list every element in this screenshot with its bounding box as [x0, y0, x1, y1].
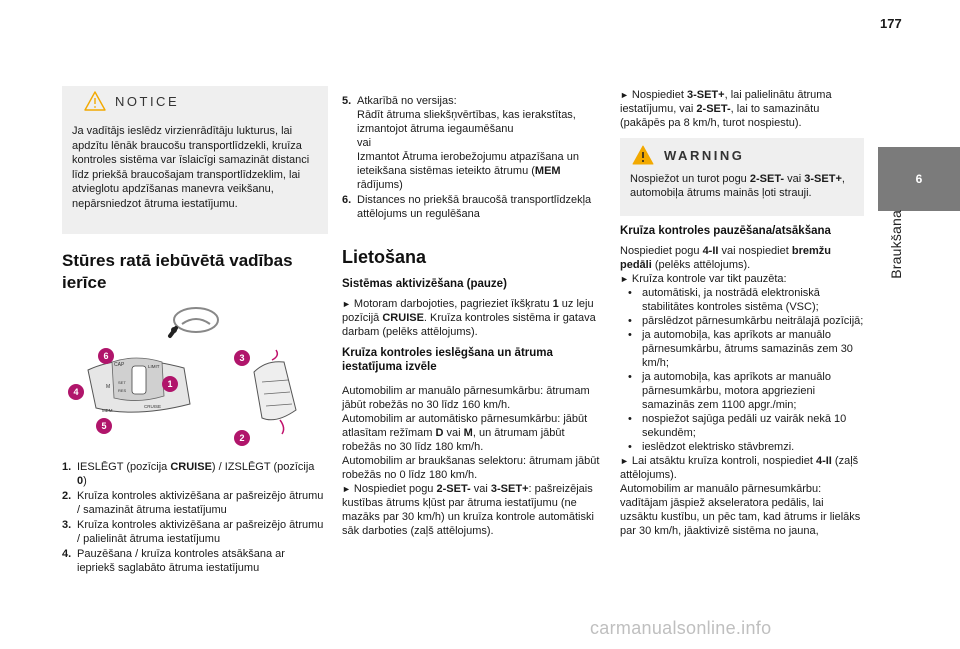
list-item	[62, 489, 324, 517]
list-item: • automātiski, ja nostrādā elektroniskā stabilitātes kontroles sistēma (VSC);	[620, 286, 864, 314]
bold: 1	[552, 298, 559, 310]
subheading-line1: Kruīza kontroles ieslēgšana un ātruma	[342, 347, 553, 359]
list-item: • ja automobiļa, kas aprīkots ar manuālo pārnesumkārbu, ātrums samazinās zem 30 km/h;	[620, 328, 864, 370]
text-resume	[620, 454, 864, 482]
callout-2-label: 2	[239, 433, 245, 443]
item-bold: MEM	[534, 165, 561, 177]
list-item	[342, 94, 604, 192]
text: , lai palielinātu ātruma iestatījumu, vai	[620, 89, 832, 115]
callout-3-label: 3	[239, 353, 245, 363]
arrow-icon: ►	[342, 299, 351, 309]
notice-header	[62, 86, 328, 116]
label-cruise: CRUISE	[144, 404, 162, 409]
item-number: 2.	[62, 490, 72, 502]
bold: 2-SET-	[436, 483, 471, 495]
arrow-icon: ►	[620, 90, 629, 100]
bold: 4-II	[815, 455, 832, 467]
item-number: 4.	[62, 548, 72, 560]
text: Nospiediet	[631, 89, 687, 101]
warning-text	[620, 172, 864, 200]
label-set: SET	[118, 380, 126, 385]
bold: 4-II	[702, 245, 719, 257]
chapter-title	[888, 210, 910, 310]
bold: 3-SET+	[490, 483, 529, 495]
text: (pelēks attēlojums).	[651, 259, 751, 271]
chapter-title-text: Braukšana	[888, 210, 904, 279]
notice-title: NOTICE	[115, 93, 180, 109]
text: , un ātrumam jābūt robežās no 30 līdz 180 km/h.	[342, 427, 565, 453]
item-text: ) / IZSLĒGT (pozīcija	[211, 461, 315, 473]
subheading-line2: iestatījuma izvēle	[342, 361, 437, 373]
list-item: • nospiežot sajūga pedāli uz vairāk nekā 10 sekundēm;	[620, 412, 864, 440]
cruise-control-diagram	[66, 300, 328, 450]
item-text: Rādīt ātruma sliekšņvērtības, kas ierakstītas, izmantojot ātruma iegaumēšanu	[357, 109, 576, 135]
text: Motoram darbojoties, pagrieziet īkšķratu	[353, 298, 553, 310]
text: Automobilim ar braukšanas selektoru: ātrumam jābūt robežās no 0 līdz 180 km/h.	[342, 455, 600, 481]
steering-wheel-icon	[170, 308, 218, 336]
list-item	[342, 193, 604, 221]
label-mem: MEM	[102, 408, 113, 413]
text: uz leju pozīcijā	[342, 298, 594, 324]
bold: 2-SET-	[749, 173, 785, 185]
text: vai	[784, 173, 805, 185]
label-limit: LIMIT	[148, 364, 160, 369]
arrow-icon: ►	[342, 484, 351, 494]
item-text: Kruīza kontroles aktivizēšana ar pašreizējo ātrumu / samazināt ātruma iestatījumu	[77, 490, 324, 516]
text: : pašreizējais kustības ātrums kļūst par ātruma iestatījumu (ne mazāks par 30 km/h) un kruīza kontrole automātiski sāk darboties (zaļš attēlojums).	[342, 483, 594, 537]
item-text: Distances no priekšā braucošā transportlīdzekļa attēlojums un regulēšana	[357, 194, 592, 220]
callout-5-label: 5	[101, 421, 107, 431]
subheading-pause-resume: Kruīza kontroles pauzēšana/atsākšana	[620, 225, 831, 237]
chapter-tab[interactable]: 6	[878, 147, 960, 211]
item-bold: CRUISE	[170, 461, 212, 473]
warning-box	[620, 138, 864, 216]
controls-list-1	[62, 460, 324, 576]
text: vai	[443, 427, 464, 439]
text-automatic	[342, 412, 604, 454]
set-buttons-detail	[254, 350, 296, 434]
warning-triangle-icon	[84, 91, 106, 111]
item-text: IESLĒGT (pozīcija	[77, 461, 171, 473]
text: Kruīza kontrole var tikt pauzēta:	[631, 273, 787, 285]
text: , automobiļa ātrums mainās ļoti strauji.	[630, 173, 845, 199]
item-bold: 0	[77, 475, 84, 487]
bold: D	[435, 427, 444, 439]
text: , lai to samazinātu (pakāpēs pa 8 km/h, turot nospiestu).	[620, 103, 820, 129]
text: vai nospiediet	[718, 245, 792, 257]
text: . Kruīza kontroles sistēma ir gatava darbam (pelēks attēlojums).	[342, 312, 596, 338]
section-title-usage: Lietošana	[342, 247, 427, 267]
text: Nospiežot un turot pogu	[630, 173, 750, 185]
text-press-pause	[620, 244, 864, 272]
page-number: 177	[880, 16, 902, 31]
arrow-icon: ►	[620, 456, 629, 466]
text: Nospiediet pogu	[353, 483, 437, 495]
notice-text: Ja vadītājs ieslēdz virzienrādītāju lukturus, lai apdzītu lēnāk braucošu transportlīdzekli, kruīza kontroles sistēma var īslaicīgi samazināt distanci līdz priekšā braucošajam transportlīdzeklim, lai atvieglotu apdzīšanas manevra veikšanu, nepārsniedzot ātruma iestatījumu.	[72, 125, 310, 210]
bold: bremžu pedāli	[620, 245, 831, 271]
arrow-icon: ►	[620, 274, 629, 284]
item-text: Izmantot Ātruma ierobežojumu atpazīšana un ieteikšana sistēmas ieteikto ātrumu (	[357, 151, 579, 177]
paragraph-pause-resume	[620, 244, 864, 538]
paragraph-activation	[342, 297, 604, 339]
text-press-set	[342, 482, 604, 538]
list-item	[62, 518, 324, 546]
bold: 3-SET+	[804, 173, 842, 185]
warning-title: WARNING	[664, 147, 745, 163]
text: Lai atsāktu kruīza kontroli, nospiediet	[631, 455, 816, 467]
callout-6-label: 6	[103, 351, 109, 361]
list-item	[62, 460, 324, 488]
section-title-line1: Stūres ratā iebūvētā vadības	[62, 251, 293, 270]
list-item: • ja automobiļa, kas aprīkots ar manuālo pārnesumkārbu, motora apgriezieni samazinās zem 1100 apgr./min;	[620, 370, 864, 412]
warning-triangle-icon	[632, 145, 654, 165]
item-text: )	[83, 475, 87, 487]
text: Automobilim ar manuālo pārnesumkārbu: ātrumam jābūt robežās no 30 līdz 160 km/h.	[342, 385, 590, 411]
item-text: vai	[357, 137, 372, 149]
label-res: RES	[118, 388, 127, 393]
notice-box	[62, 86, 328, 234]
item-text: Kruīza kontroles aktivizēšana ar pašreizējo ātrumu / palielināt ātruma iestatījumu	[77, 519, 324, 545]
bold: 2-SET-	[696, 103, 731, 115]
watermark: carmanualsonline.info	[590, 618, 772, 638]
paragraph-switch-on	[342, 384, 604, 538]
item-text: Atkarībā no versijas:	[357, 95, 457, 107]
section-title-steering-controls	[62, 250, 332, 294]
list-item: • ieslēdzot elektrisko stāvbremzi.	[620, 440, 864, 454]
text-can-pause	[620, 272, 864, 286]
callout-1-label: 1	[167, 379, 173, 389]
list-item	[62, 547, 324, 575]
item-number: 5.	[342, 95, 352, 107]
section-title-line2: ierīce	[62, 273, 107, 292]
text-manual-gearbox: Automobilim ar manuālo pārnesumkārbu: vadītājam jāspiež akseleratora pedālis, lai uzsāktu kustību, un pēc tam, kad ātrums ir lielāks par 30 km/h, jāaktivizē sistēma no jauna,	[620, 483, 861, 537]
item-number: 1.	[62, 461, 72, 473]
list-item: • pārslēdzot pārnesumkārbu neitrālajā pozīcijā;	[620, 314, 864, 328]
item-text: rādījums)	[357, 179, 403, 191]
subheading-activation: Sistēmas aktivizēšana (pauze)	[342, 278, 507, 290]
bold: CRUISE	[382, 312, 424, 324]
item-text: Pauzēšana / kruīza kontroles atsākšana ar iepriekš saglabāto ātruma iestatījumu	[77, 548, 285, 574]
text: Automobilim ar automātisko pārnesumkārbu: jābūt atlasītam režīmam	[342, 413, 588, 439]
label-cap: CAP	[114, 362, 125, 368]
callout-4-label: 4	[73, 387, 79, 397]
pause-conditions-list	[620, 286, 864, 454]
label-m: M	[106, 384, 111, 390]
warning-header	[620, 138, 864, 172]
bold: M	[463, 427, 473, 439]
paragraph-adjust-speed	[620, 88, 864, 130]
text: vai	[470, 483, 491, 495]
bold: 3-SET+	[686, 89, 725, 101]
controls-list-2	[342, 94, 604, 222]
item-number: 3.	[62, 519, 72, 531]
item-number: 6.	[342, 194, 352, 206]
text: Nospiediet pogu	[620, 245, 703, 257]
text: (zaļš attēlojums).	[620, 455, 859, 481]
subheading-switch-on	[342, 346, 604, 374]
